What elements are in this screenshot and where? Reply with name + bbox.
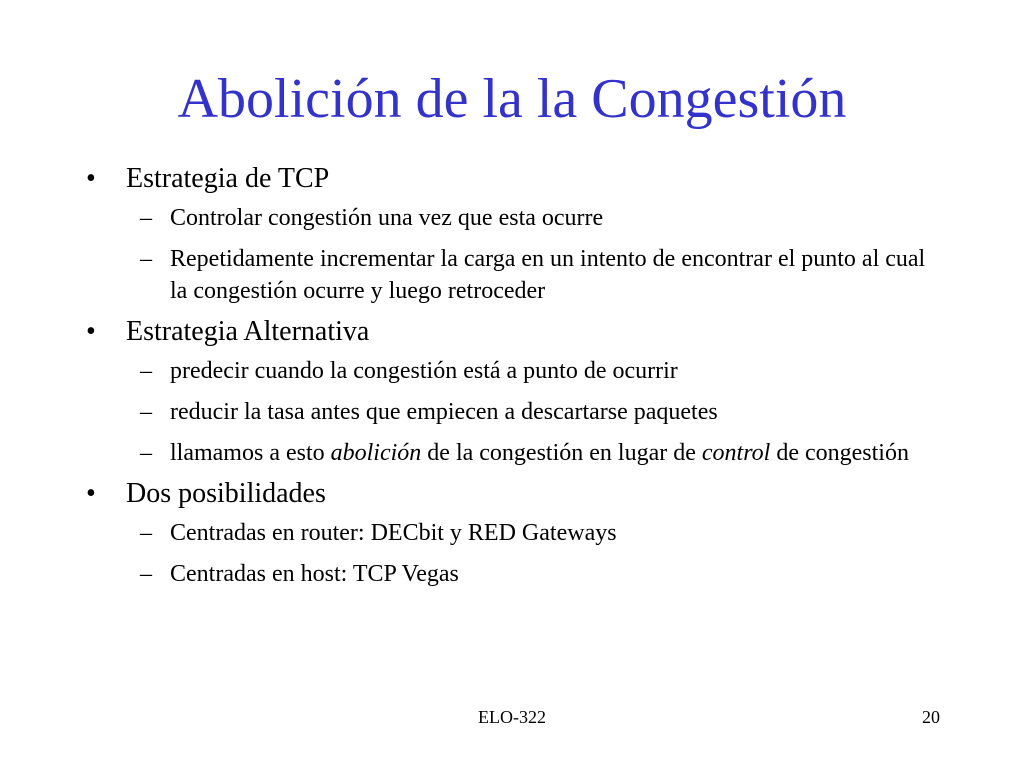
emphasis-abolicion: abolición [330, 440, 422, 466]
sub-item-text: reducir la tasa antes que empiecen a descartarse paquetes [170, 399, 718, 425]
bullet-icon: • [86, 163, 96, 194]
sub-item [86, 355, 946, 387]
bullet-item [86, 315, 946, 349]
sub-item [86, 396, 946, 428]
sub-item-text: predecir cuando la congestión está a punto de ocurrir [170, 358, 678, 384]
sub-item [86, 517, 946, 549]
dash-icon: – [140, 205, 152, 231]
sub-list [86, 355, 946, 469]
dash-icon: – [140, 358, 152, 384]
dash-icon: – [140, 440, 152, 466]
text-run: llamamos a esto [170, 440, 331, 466]
bullet-icon: • [86, 478, 96, 509]
slide-title: Abolición de la la Congestión [177, 68, 847, 130]
text-run: de congestión [770, 440, 909, 466]
sub-item-text: Repetidamente incrementar la carga en un intento de encontrar el punto al cual la congestión ocurre y luego retroceder [170, 246, 926, 304]
bullet-item [86, 477, 946, 511]
dash-icon: – [140, 246, 152, 272]
sub-item-text: Centradas en host: TCP Vegas [170, 561, 459, 587]
footer-course-code: ELO-322 [478, 707, 546, 727]
dash-icon: – [140, 561, 152, 587]
sub-item [86, 558, 946, 590]
text-run: de la congestión en lugar de [421, 440, 702, 466]
bullet-icon: • [86, 316, 96, 347]
page-number: 20 [922, 707, 940, 727]
bullet-item [86, 162, 946, 196]
sub-item [86, 437, 946, 469]
emphasis-control: control [701, 440, 771, 466]
dash-icon: – [140, 399, 152, 425]
sub-list [86, 517, 946, 590]
bullet-text: Estrategia de TCP [126, 163, 330, 194]
slide-body [86, 162, 946, 594]
sub-item-text: Centradas en router: DECbit y RED Gateways [170, 520, 617, 546]
bullet-text: Estrategia Alternativa [126, 316, 370, 347]
sub-item [86, 243, 946, 307]
sub-item-text [170, 440, 909, 466]
bullet-text: Dos posibilidades [126, 478, 326, 509]
dash-icon: – [140, 520, 152, 546]
sub-list [86, 202, 946, 307]
sub-item [86, 202, 946, 234]
sub-item-text: Controlar congestión una vez que esta ocurre [170, 205, 604, 231]
